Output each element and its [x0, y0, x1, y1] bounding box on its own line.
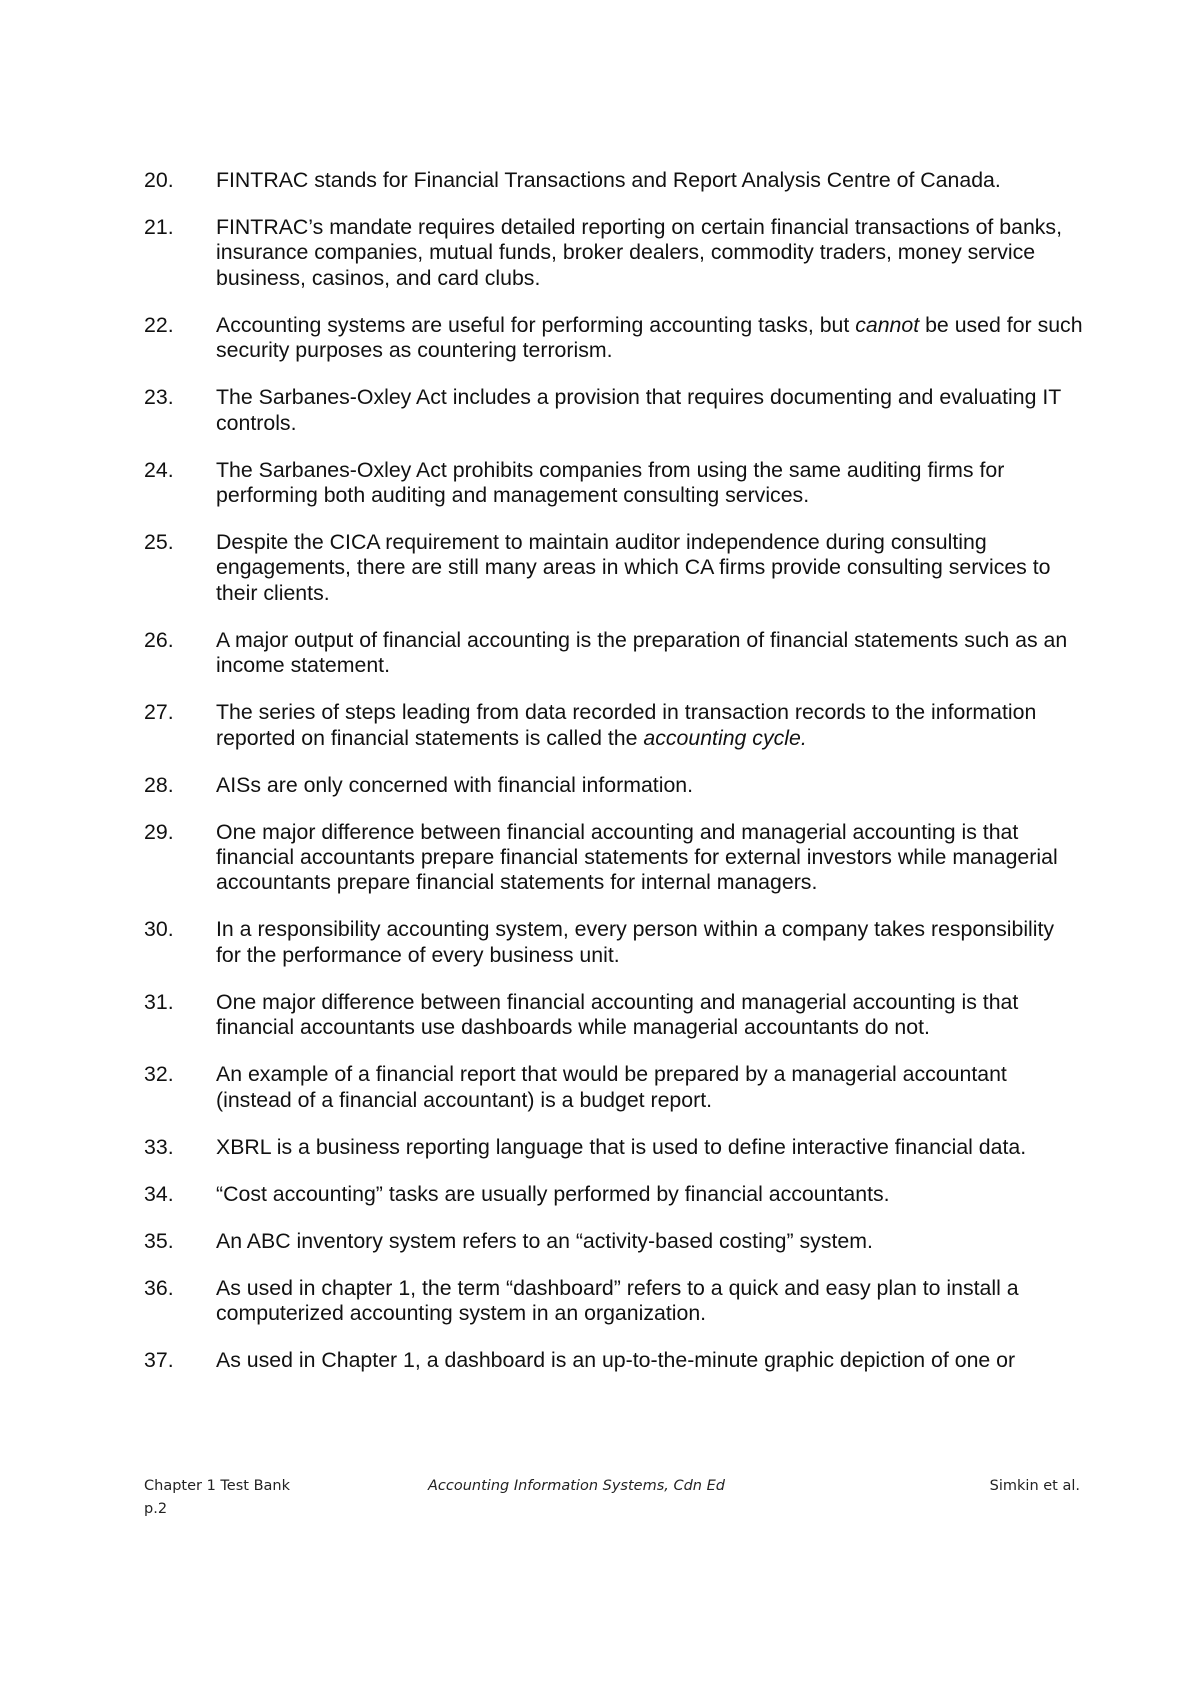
question-text-segment: The Sarbanes-Oxley Act prohibits companies from using the same auditing firms for performing both auditing and management consulting services. — [216, 457, 1005, 508]
question-text-segment: FINTRAC stands for Financial Transactions and Report Analysis Centre of Canada. — [216, 168, 1001, 192]
question-text — [216, 385, 1084, 436]
question-text-segment: XBRL is a business reporting language that is used to define interactive financial data. — [216, 1134, 1027, 1159]
footer-book-title: Accounting Information Systems, Cdn Ed — [428, 1478, 725, 1494]
question-number: 29. — [144, 819, 174, 844]
question-text-segment: Despite the CICA requirement to maintain auditor independence during consulting engagements, there are still many areas in which CA firms provide consulting services to their clients. — [216, 530, 1051, 605]
question-text — [216, 1276, 1084, 1327]
question-number: 24. — [144, 457, 174, 482]
footer-chapter-label: Chapter 1 Test Bank — [144, 1478, 290, 1494]
question-text — [216, 1135, 1084, 1160]
question-text — [216, 1229, 1084, 1254]
question-text — [216, 1062, 1084, 1113]
question-number: 31. — [144, 989, 174, 1014]
question-number: 20. — [144, 168, 174, 192]
question-number: 32. — [144, 1062, 174, 1087]
question-text-segment: FINTRAC’s mandate requires detailed reporting on certain financial transactions of banks, insurance companies, mutual funds, broker dealers, commodity traders, money service business, casinos, and card clubs. — [216, 215, 1063, 290]
question-item — [144, 917, 1084, 968]
question-number: 36. — [144, 1275, 174, 1300]
question-item — [144, 1276, 1084, 1327]
question-number: 28. — [144, 772, 174, 797]
question-text-segment: Accounting systems are useful for performing accounting tasks, but — [216, 312, 856, 337]
question-text-emphasis: accounting cycle. — [643, 725, 807, 750]
question-text — [216, 215, 1084, 291]
question-number: 23. — [144, 385, 174, 410]
question-item — [144, 1135, 1084, 1160]
question-number: 26. — [144, 627, 174, 652]
question-text-emphasis: cannot — [855, 312, 920, 337]
question-text-segment: As used in chapter 1, the term “dashboard” refers to a quick and easy plan to install a computerized accounting system in an organization. — [216, 1275, 1019, 1326]
question-text — [216, 917, 1084, 968]
page-footer — [144, 1476, 1080, 1536]
question-item — [144, 313, 1084, 364]
question-number: 34. — [144, 1181, 174, 1206]
question-text-segment: As used in Chapter 1, a dashboard is an up-to-the-minute graphic depiction of one or — [216, 1348, 1016, 1373]
question-text-segment: AISs are only concerned with financial information. — [216, 772, 694, 797]
question-item — [144, 530, 1084, 606]
question-text-segment: The series of steps leading from data recorded in transaction records to the information reported on financial statements is called the — [216, 700, 1037, 750]
question-text-segment: A major output of financial accounting is the preparation of financial statements such as an income statement. — [216, 627, 1068, 678]
question-text — [216, 990, 1084, 1041]
question-item — [144, 385, 1084, 436]
question-item — [144, 773, 1084, 798]
question-text — [216, 313, 1084, 364]
question-number: 35. — [144, 1228, 174, 1253]
question-number: 27. — [144, 700, 174, 725]
question-text — [216, 773, 1084, 798]
question-text — [216, 1348, 1084, 1373]
question-item — [144, 1062, 1084, 1113]
question-text-segment: be used for such security purposes as countering terrorism. — [216, 312, 1083, 363]
question-number: 22. — [144, 312, 174, 337]
question-item — [144, 1348, 1084, 1373]
question-item — [144, 168, 1084, 193]
question-text-segment: One major difference between financial accounting and managerial accounting is that financial accountants prepare financial statements for external investors while managerial accountants prepare financial statements for internal managers. — [216, 819, 1058, 895]
question-text-segment: “Cost accounting” tasks are usually performed by financial accountants. — [216, 1181, 890, 1206]
question-number: 37. — [144, 1348, 174, 1373]
question-text-segment: In a responsibility accounting system, every person within a company takes responsibility for the performance of every business unit. — [216, 917, 1055, 967]
question-item — [144, 215, 1084, 291]
question-item — [144, 628, 1084, 679]
question-text-segment: An example of a financial report that would be prepared by a managerial accountant (instead of a financial accountant) is a budget report. — [216, 1062, 1007, 1112]
question-number: 33. — [144, 1134, 174, 1159]
question-number: 25. — [144, 530, 174, 555]
question-item — [144, 458, 1084, 509]
question-text — [216, 168, 1084, 193]
question-item — [144, 700, 1084, 751]
question-text — [216, 530, 1084, 606]
question-text — [216, 458, 1084, 509]
question-text — [216, 628, 1084, 679]
question-text — [216, 700, 1084, 751]
question-item — [144, 1229, 1084, 1254]
question-item — [144, 820, 1084, 896]
question-item — [144, 1182, 1084, 1207]
question-text — [216, 820, 1084, 896]
footer-page-number: p.2 — [144, 1501, 168, 1517]
question-item — [144, 990, 1084, 1041]
question-list — [144, 168, 1084, 1395]
question-text-segment: The Sarbanes-Oxley Act includes a provision that requires documenting and evaluating IT controls. — [216, 385, 1061, 435]
question-number: 30. — [144, 917, 174, 942]
question-number: 21. — [144, 215, 174, 239]
footer-authors: Simkin et al. — [989, 1478, 1080, 1494]
question-text-segment: An ABC inventory system refers to an “activity-based costing” system. — [216, 1228, 873, 1253]
question-text — [216, 1182, 1084, 1207]
question-text-segment: One major difference between financial accounting and managerial accounting is that financial accountants use dashboards while managerial accountants do not. — [216, 989, 1019, 1040]
